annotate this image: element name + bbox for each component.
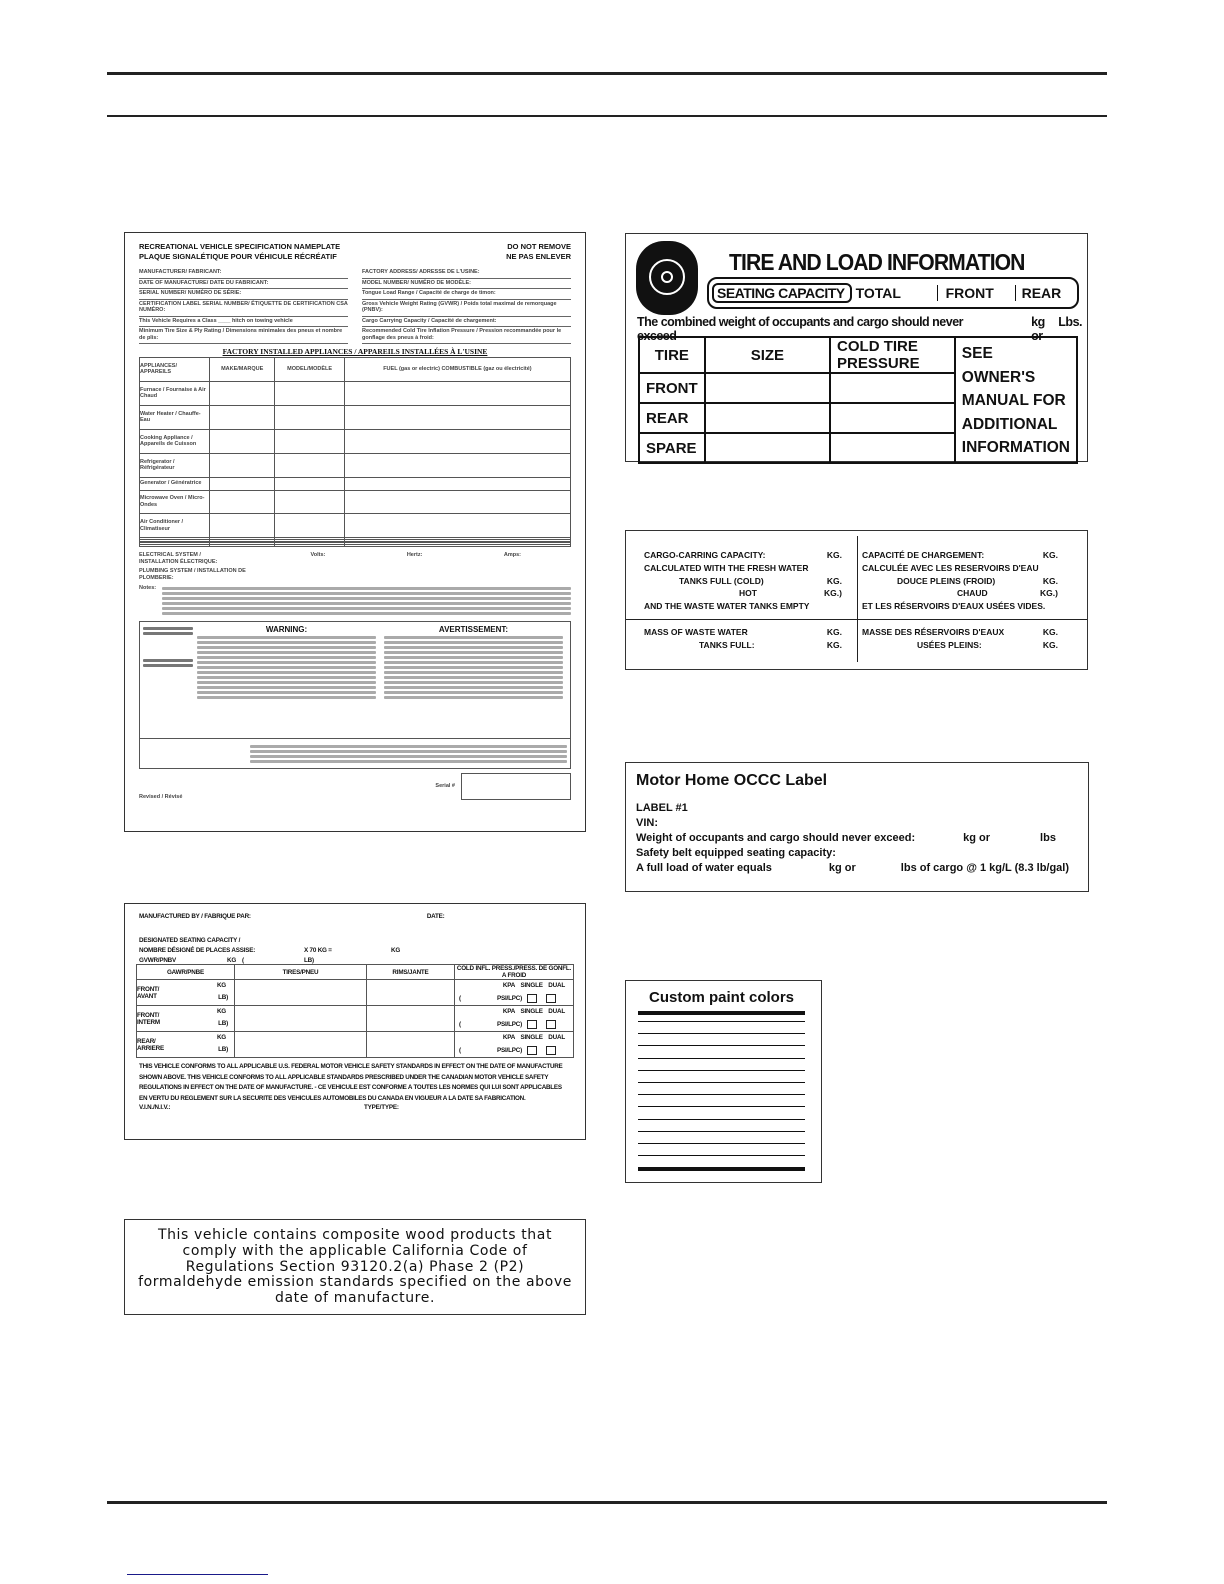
front-label: FRONT [938,285,1016,301]
kg: KG [216,982,226,989]
avertissement-heading: AVERTISSEMENT: [438,625,509,634]
paren: ( [459,995,461,1002]
lb: LB) [218,1046,228,1053]
gawr-col-header: COLD INFL. PRESS./PRESS. DE GONFL. A FROID [455,965,574,980]
occc-water-kg-or: kg or [828,862,856,874]
paint-color-line[interactable] [638,1070,805,1071]
occc-label-number: LABEL #1 [636,802,688,814]
dual: DUAL [548,1008,565,1015]
appliance-name: Furnace / Fournaise à Air Chaud [140,381,210,405]
appliance-name: Microwave Oven / Micro-Ondes [140,490,210,514]
cargo-unit: KG. [1042,627,1058,637]
nameplate-field: Tongue Load Range / Capacité de charge de timon: [362,289,571,300]
cargo-text: MASS OF WASTE WATER [644,627,748,637]
single-checkbox[interactable] [527,1046,537,1055]
gawr-col-header: GAWR/PNBE [137,965,235,980]
appliance-col-header: MAKE/MARQUE [210,358,275,382]
warning-heading: WARNING: [265,625,308,634]
appliances-title: FACTORY INSTALLED APPLIANCES / APPAREILS INSTALLÉES À L'USINE [222,347,488,356]
tire-title: TIRE AND LOAD INFORMATION [729,249,1025,275]
footer-rule [107,1501,1107,1504]
nameplate-title-en: RECREATIONAL VEHICLE SPECIFICATION NAMEPLATE [139,242,341,251]
size-cell [705,433,830,463]
ne-pas-enlever: NE PAS ENLEVER [506,252,571,261]
dual: DUAL [548,1034,565,1041]
axle-label: FRONT/ [137,985,160,993]
rv-specification-nameplate [124,232,586,832]
combined-weight-text: The combined weight of occupants and cargo should never exceed [637,315,964,343]
lbs: Lbs. [1058,315,1082,329]
notes-label: Notes: [139,585,157,591]
cargo-capacity-label [625,530,1088,670]
occc-kg-or: kg or [963,832,991,844]
gvwr-kg: KG [227,957,237,964]
nameplate-field: DATE OF MANUFACTURE/ DATE DU FABRICANT: [139,279,348,290]
seating-capacity-en: DESIGNATED SEATING CAPACITY / [139,937,241,944]
cargo-text: HOT [739,588,757,599]
occc-belt: Safety belt equipped seating capacity: [636,847,836,859]
single-checkbox[interactable] [527,1020,537,1029]
occc-water: A full load of water equals [636,862,772,874]
appliance-name: Refrigerator / Réfrigérateur [140,453,210,477]
gawr-col-header: TIRES/PNEU [235,965,367,980]
cargo-unit: KG. [826,627,842,637]
nameplate-field: MANUFACTURER/ FABRICANT: [139,268,348,279]
psi: PSI/LPC) [497,995,522,1002]
custom-paint-label [625,980,822,1183]
single: SINGLE [520,982,543,989]
gawr-table [136,964,574,1058]
kg: KG [391,947,401,954]
cargo-unit: KG. [1042,575,1058,586]
paren: ( [242,957,244,964]
cargo-text: ET LES RÉSERVOIRS D'EAUX USÉES VIDES. [862,601,1046,612]
appliance-name: Cooking Appliance / Appareils de Cuisson [140,429,210,453]
gawr-col-header: RIMS/JANTE [367,965,455,980]
nameplate-field: CERTIFICATION LABEL SERIAL NUMBER/ ÉTIQUETTE DE CERTIFICATION CSA NUMÉRO: [139,300,348,317]
appliance-col-header: MODEL/MODÈLE [275,358,344,382]
appliance-name: Generator / Génératrice [140,477,210,490]
cargo-unit: KG. [1042,639,1058,650]
rear-label: REAR [1021,285,1062,301]
volts-label: Volts: [310,552,326,558]
paint-color-line[interactable] [638,1131,805,1132]
occc-label [625,762,1089,892]
kg: KG [216,1034,226,1041]
seating-capacity-fr: NOMBRE DÉSIGNÉ DE PLACES ASSISE: [139,947,256,954]
cargo-text: MASSE DES RÉSERVOIRS D'EAUX [862,627,1005,637]
manufactured-by: MANUFACTURED BY / FABRIQUE PAR: [139,913,251,920]
see-manual-text: ADDITIONAL [961,415,1058,433]
gvwr: GVWR/PNBV [139,957,177,964]
x70: X 70 KG = [304,947,332,954]
cargo-text: CHAUD [957,588,988,599]
axle-label-fr: ARRIERE [137,1044,164,1052]
gvwr-lb: LB) [304,957,314,964]
paren: ( [459,1021,461,1028]
size-cell [705,403,830,433]
paint-color-line[interactable] [638,1021,805,1022]
tire-row-label: FRONT [639,373,705,403]
occc-weight: Weight of occupants and cargo should never exceed: [636,832,916,844]
seating-capacity-label: SEATING CAPACITY [712,283,852,303]
cargo-text: CAPACITÉ DE CHARGEMENT: [862,550,985,560]
total-label: TOTAL [852,285,938,301]
vin-label: V.I.N./N.I.V.: [139,1104,171,1111]
cargo-text: USÉES PLEINS: [917,639,982,650]
psi: PSI/LPC) [497,1021,522,1028]
cargo-unit: KG. [826,575,842,586]
cargo-text: TANKS FULL: [699,639,755,650]
dual-checkbox[interactable] [546,1046,556,1055]
serial-label: Serial # [435,783,455,790]
cargo-text: CALCULATED WITH THE FRESH WATER [644,562,809,573]
axle-label: REAR/ [137,1037,156,1045]
axle-label-fr: INTERM [137,1018,160,1026]
nameplate-field: SERIAL NUMBER/ NUMÉRO DE SÉRIE: [139,289,348,300]
cargo-unit: KG.) [1040,588,1058,599]
kg: KG [216,1008,226,1015]
footer-link[interactable] [127,1574,268,1575]
paint-color-line[interactable] [638,1011,805,1015]
cargo-unit: KG. [1042,550,1058,560]
nameplate-field: Cargo Carrying Capacity / Capacité de chargement: [362,317,571,328]
paren: ( [459,1047,461,1054]
single: SINGLE [520,1034,543,1041]
paint-title: Custom paint colors [648,989,794,1006]
paint-color-line[interactable] [638,1167,805,1171]
composite-wood-label [124,1219,586,1315]
nameplate-field: FACTORY ADDRESS/ ADRESSE DE L'USINE: [362,268,571,279]
appliance-name: Water Heater / Chauffe-Eau [140,405,210,429]
cargo-unit: KG. [826,550,842,560]
do-not-remove: DO NOT REMOVE [507,242,571,251]
appliance-name: Air Conditioner / Climatiseur [140,514,210,538]
nameplate-field: MODEL NUMBER/ NUMÉRO DE MODÈLE: [362,279,571,290]
pressure-cell [830,373,955,403]
size-cell [705,373,830,403]
appliance-col-header: FUEL (gas or electric) COMBUSTIBLE (gaz ou électricité) [344,358,570,382]
cargo-text: DOUCE PLEINS (FROID) [897,575,996,586]
paint-color-line[interactable] [638,1119,805,1120]
appliance-name [140,545,210,547]
amps-label: Amps: [503,552,521,558]
nameplate-title-fr: PLAQUE SIGNALÉTIQUE POUR VÉHICULE RÉCRÉATIF [139,252,337,261]
paint-color-line[interactable] [638,1058,805,1059]
cargo-unit: KG. [826,639,842,650]
top-rule [107,72,1107,75]
plumbing-label: PLUMBING SYSTEM / INSTALLATION DE PLOMBERIE: [139,568,246,581]
pressure-cell [830,403,955,433]
paint-color-line[interactable] [638,1106,805,1107]
appliance-col-header: APPLIANCES/ APPAREILS [140,358,210,382]
paint-color-line[interactable] [638,1155,805,1156]
tire-load-label [625,233,1088,462]
hertz-label: Hertz: [406,552,423,558]
header-rule [107,115,1107,117]
size-header: SIZE [705,337,830,373]
cargo-text: AND THE WASTE WATER TANKS EMPTY [644,601,810,612]
revised-date: Revised / Révisé [139,793,183,800]
paint-color-line[interactable] [638,1094,805,1095]
see-manual-text: SEE OWNER'S [961,345,1036,386]
see-manual-text: INFORMATION [961,439,1070,456]
kg-or: kg or [1031,315,1045,343]
composite-wood-text: This vehicle contains composite wood products that comply with the applicable California Code of Regulations Section 93120.2(a) Phase 2 (P2) formaldehyde emission standards specified on the above date of manufacture. [138,1227,572,1307]
serial-box [461,773,571,800]
cargo-text: CALCULÉE AVEC LES RESERVOIRS D'EAU [862,562,1039,573]
paint-color-line[interactable] [638,1045,805,1046]
dual-checkbox[interactable] [546,1020,556,1029]
kpa: KPA [502,1034,515,1041]
dual: DUAL [548,982,565,989]
single: SINGLE [520,1008,543,1015]
lb: LB) [218,1020,228,1027]
kpa: KPA [502,982,515,989]
psi: PSI/LPC) [497,1047,522,1054]
nameplate-field: This Vehicle Requires a Class ____ hitch on towing vehicle [139,317,348,328]
paint-color-line[interactable] [638,1082,805,1083]
dual-checkbox[interactable] [546,994,556,1003]
nameplate-field: Minimum Tire Size & Ply Rating / Dimensions minimales des pneus et nombre de plis: [139,327,348,344]
cargo-text: CARGO-CARRING CAPACITY: [644,550,766,560]
tire-row-label: REAR [639,403,705,433]
appliances-table [139,357,571,547]
see-manual-text: MANUAL FOR [961,392,1066,409]
occc-water-tail: lbs of cargo @ 1 kg/L (8.3 lb/gal) [900,862,1070,874]
pressure-cell [830,433,955,463]
cargo-text: TANKS FULL (COLD) [679,575,764,586]
cargo-unit: KG.) [824,588,842,599]
pressure-header: COLD TIRE PRESSURE [830,337,955,373]
date-label: DATE: [426,913,445,920]
occc-vin: VIN: [636,817,658,829]
nameplate-field: Gross Vehicle Weight Rating (GVWR) / Poids total maximal de remorquage (PNBV): [362,300,571,317]
electrical-label: ELECTRICAL SYSTEM / INSTALLATION ÉLECTRIQUE: [139,552,218,565]
occc-title: Motor Home OCCC Label [636,772,828,789]
tire-header: TIRE [639,337,705,373]
lb: LB) [218,994,228,1001]
single-checkbox[interactable] [527,994,537,1003]
axle-label-fr: AVANT [137,992,157,1000]
nameplate-field: Recommended Cold Tire Inflation Pressure / Pression recommandée pour le gonflage des pneus à froid: [362,327,571,344]
occc-lbs: lbs [1040,832,1056,844]
federal-certification-label [124,903,586,1140]
tire-icon [636,241,698,315]
tire-table [638,336,1078,464]
type-label: TYPE/TYPE: [364,1104,399,1111]
paint-color-line[interactable] [638,1143,805,1144]
axle-label: FRONT/ [137,1011,160,1019]
conformity-statement: THIS VEHICLE CONFORMS TO ALL APPLICABLE U.S. FEDERAL MOTOR VEHICLE SAFETY STANDARDS IN EFFECT ON THE DATE OF MANUFACTURE SHOWN ABOVE. THIS VEHICLE CONFORMS TO ALL APPLICABLE STANDARDS PRESCRIBED UNDER THE CANADIAN MOTOR VEHICLE SAFETY REGULATIONS IN EFFECT ON THE DATE OF MANUFACTURE. - CE VEHICULE EST CONFORME A TOUTES LES NORMES QUI LUI SONT APPLICABLES EN VERTU DU REGLEMENT SUR LA SECURITE DES VEHICULES AUTOMOBILES DU CANADA EN VIGUEUR A LA DATE SA FABRICATION. [139,1063,563,1102]
tire-row-label: SPARE [639,433,705,463]
kpa: KPA [502,1008,515,1015]
paint-color-line[interactable] [638,1033,805,1034]
